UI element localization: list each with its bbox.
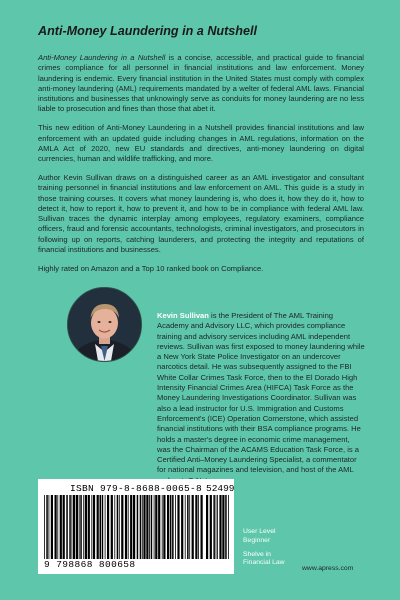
barcode-bar — [187, 495, 189, 559]
barcode-bar — [143, 495, 145, 559]
shelve-value: Financial Law — [243, 559, 285, 567]
barcode-bar — [210, 495, 212, 559]
barcode-bar — [107, 495, 109, 559]
description-paragraph-1 — [38, 53, 364, 115]
barcode-bar — [66, 495, 68, 559]
barcode-bar — [217, 495, 218, 559]
barcode-bar — [119, 495, 120, 559]
barcode-bar — [97, 495, 99, 559]
barcode-bar — [49, 495, 50, 559]
barcode-bar — [128, 495, 129, 559]
barcode-bar — [181, 495, 183, 559]
barcode-bar — [105, 495, 106, 559]
barcode-bar — [222, 495, 224, 559]
barcode-bar — [91, 495, 92, 559]
barcode-bar — [133, 495, 135, 559]
barcode-bar — [189, 495, 190, 559]
barcode-bar — [114, 495, 115, 559]
isbn-label: ISBN 979-8-8688-0065-8 — [69, 483, 203, 494]
barcode-addon-bars — [206, 495, 230, 559]
barcode-bar — [175, 495, 176, 559]
barcode-bar — [185, 495, 186, 559]
barcode-bar — [102, 495, 104, 559]
barcode-bar — [69, 495, 71, 559]
barcode-bar — [142, 495, 143, 559]
barcode-bar — [80, 495, 82, 559]
barcode-bar — [192, 495, 194, 559]
barcode-bar — [44, 495, 45, 559]
barcode-bar — [76, 495, 78, 559]
inline-book-title: Anti-Money Laundering in a Nutshell — [38, 53, 166, 62]
barcode-bar — [216, 495, 217, 559]
author-name: Kevin Sullivan — [157, 311, 209, 320]
barcode-bar — [57, 495, 58, 559]
barcode-bar — [83, 495, 84, 559]
barcode-bar — [85, 495, 87, 559]
barcode-bar — [72, 495, 73, 559]
barcode-bar — [206, 495, 208, 559]
description-paragraph-4: Highly rated on Amazon and a Top 10 ranked book on Compliance. — [38, 263, 264, 273]
barcode-bar — [55, 495, 57, 559]
book-title: Anti-Money Laundering in a Nutshell — [38, 24, 257, 38]
paragraph-1-text: is a concise, accessible, and practical guide to financial crimes compliance for all personnel in financial institutions and law enforcement. Money laundering is endemic. Every financial institution in the United States must comply with complex anti-money laundering (AML) requirements mandated by a welter of federal AML laws. Financial institutions and businesses that unknowingly serve as conduits for money laundering are no less liable to prosecution and fines than those that abet it. — [38, 53, 364, 114]
barcode-bar — [198, 495, 199, 559]
barcode-bar — [117, 495, 119, 559]
author-bio-text: is the President of The AML Training Academy and Advisory LLC, which provides compliance training and advisory services including AML independent reviews. Sullivan was first exposed to money laundering while a New York State Police Investigator on an undercover narcotics detail. He was subsequently assigned to the FBI White Collar Crimes Task Force, then to the El Dorado High Intensity Financial Crimes Area (HIFCA) Task Force as the Money Laundering Investigations Coordinator. Sullivan was also a lead instructor for U.S. Immigration and Customs Enforcement's (ICE) Operation Cornerstone, which assisted financial institutions with their BSA compliance programs. He holds a master's degree in economic crime management, was the Chairman of the ACAMS Education Task Force, is a Certified Anti–Money Laundering Specialist, a commentator for national magazines and television, and host of the AML — [157, 311, 365, 475]
shelve-label: Shelve in — [243, 550, 271, 558]
user-level-block — [243, 528, 285, 546]
barcode-bar — [170, 495, 172, 559]
barcode-bar — [51, 495, 53, 559]
barcode-bar — [137, 495, 139, 559]
barcode-bar — [60, 495, 62, 559]
barcode-bar — [93, 495, 95, 559]
barcode-bar — [219, 495, 221, 559]
description-paragraph-3: Author Kevin Sullivan draws on a distinguished career as an AML investigator and consultant training personnel in financial institutions and law enforcement on AML. This guide is a study in those training courses. It covers what money laundering is, who does it, how they do it, how to detect it, how to report it, how to prevent it, and how to be in compliance with federal AML law. Sullivan traces the dynamic interplay among employees, regulatory examiners, compliance officers, fraud and forensic accountants, technologists, criminal investigators, and prosecutors in following up on reports, catching launderers, and protecting the integrity and reputations of financial institutions and businesses. — [38, 172, 364, 255]
barcode-bar — [125, 495, 127, 559]
author-photo — [67, 287, 142, 362]
author-portrait-icon — [68, 288, 141, 361]
barcode-bar — [151, 495, 153, 559]
barcode-bar — [111, 495, 113, 559]
barcode-bar — [195, 495, 197, 559]
barcode-bars — [44, 495, 204, 559]
barcode-bar — [172, 495, 174, 559]
barcode-bar — [163, 495, 165, 559]
author-bio — [157, 311, 365, 486]
barcode-bar — [73, 495, 75, 559]
barcode-bar — [201, 495, 203, 559]
barcode-bar — [149, 495, 150, 559]
barcode-bar — [167, 495, 169, 559]
description-paragraph-2: This new edition of Anti-Money Laundering in a Nutshell provides financial institutions and law enforcement with an updated guide including changes in AML regulations, information on the AMLA Act of 2020, new EU standards and directives, anti-money laundering on digital currencies, human and wildlife trafficking, and more. — [38, 123, 364, 164]
user-level-value: Beginner — [243, 536, 271, 544]
isbn-digits: 9 798868 800658 — [44, 559, 136, 570]
user-level-label: User Level — [243, 528, 276, 535]
barcode-bar — [228, 495, 229, 559]
publisher-website: www.apress.com — [302, 565, 354, 572]
barcode-bar — [155, 495, 157, 559]
barcode-bar — [46, 495, 48, 559]
shelve-block — [243, 551, 285, 569]
barcode-bar — [213, 495, 215, 559]
barcode-bar — [177, 495, 179, 559]
barcode-bar — [154, 495, 155, 559]
barcode-bar — [162, 495, 163, 559]
barcode-bar — [225, 495, 227, 559]
barcode-bar — [63, 495, 65, 559]
barcode-bar — [79, 495, 80, 559]
barcode-bar — [130, 495, 132, 559]
isbn-addon: 52499 — [206, 483, 235, 494]
isbn-barcode — [38, 479, 234, 574]
barcode-bar — [121, 495, 123, 559]
barcode-bar — [146, 495, 148, 559]
barcode-bar — [158, 495, 160, 559]
category-info — [243, 528, 285, 573]
description-body — [38, 53, 364, 283]
barcode-bar — [100, 495, 102, 559]
barcode-bar — [140, 495, 142, 559]
barcode-bar — [88, 495, 90, 559]
